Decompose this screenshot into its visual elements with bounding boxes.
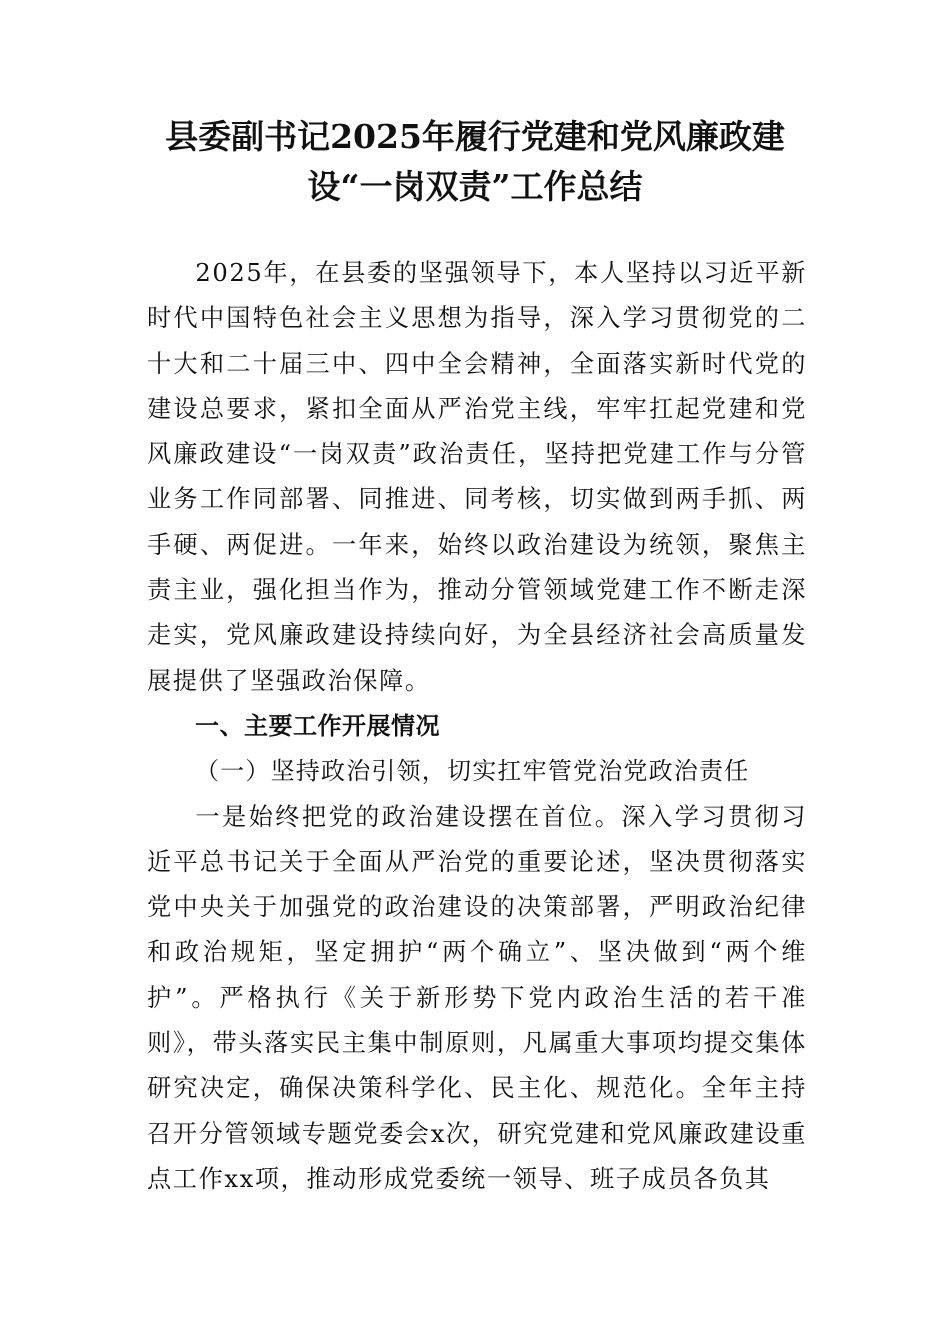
intro-paragraph: 2025年，在县委的坚强领导下，本人坚持以习近平新时代中国特色社会主义思想为指导，深入学习贯彻党的二十大和二十届三中、四中全会精神，全面落实新时代党的建设总要求，紧扣全面从严治党主线，牢牢扛起党建和党风廉政建设“一岗双责”政治责任，坚持把党建工作与分管业务工作同部署、同推进、同考核，切实做到两手抓、两手硬、两促进。一年来，始终以政治建设为统领，聚焦主责主业，强化担当作为，推动分管领域党建工作不断走深走实，党风廉政建设持续向好，为全县经济社会高质量发展提供了坚强政治保障。 [147, 259, 807, 695]
subsection-heading-1: （一）坚持政治引领，切实扛牢管党治党政治责任 [195, 757, 750, 786]
title-line-1: 县委副书记2025年履行党建和党风廉政建 [165, 117, 785, 156]
subsection-paragraph-1: 一是始终把党的政治建设摆在首位。深入学习贯彻习近平总书记关于全面从严治党的重要论述，坚决贯彻落实党中央关于加强党的政治建设的决策部署，严明政治纪律和政治规矩，坚定拥护“两个确立”、坚决做到“两个维护”。严格执行《关于新形势下党内政治生活的若干准则》，带头落实民主集中制原则，凡属重大事项均提交集体研究决定，确保决策科学化、民主化、规范化。全年主持召开分管领域专题党委会x次，研究党建和党风廉政建设重点工作xx项，推动形成党委统一领导、班子成员各负其 [147, 802, 807, 1193]
section-heading-1: 一、主要工作开展情况 [195, 711, 440, 740]
document-title [140, 112, 810, 212]
title-line-2: 设“一岗双责”工作总结 [307, 167, 643, 206]
document-body [147, 251, 807, 1202]
